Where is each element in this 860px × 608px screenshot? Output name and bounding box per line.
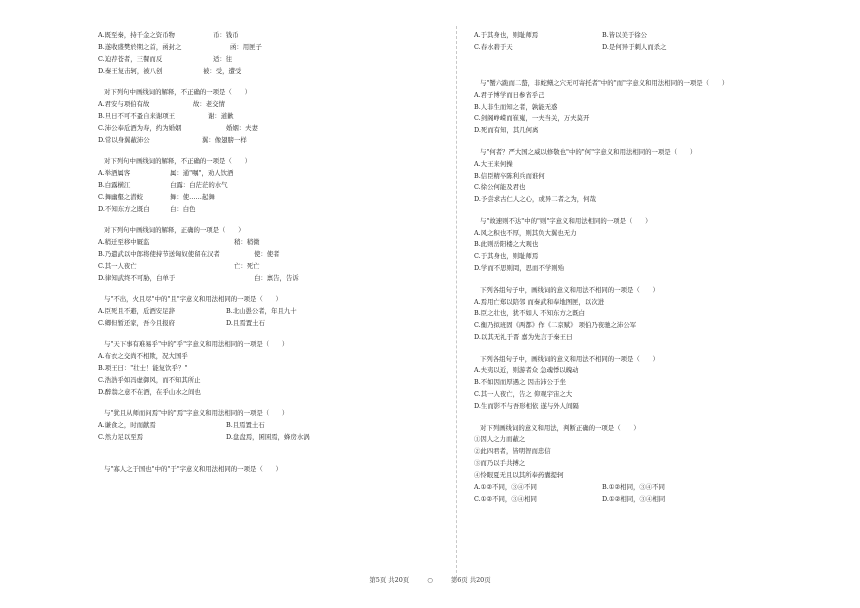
question-block [98,339,448,398]
option-line: A.风之积也不厚，则其负大翼也无力 [474,228,577,237]
option-line: B.臣之壮也，犹不如人 不知东方之既白 [474,309,586,318]
option-note: 翼：像翅膀一样 [202,135,247,144]
question-stem: 与"蟹六跪而二螯，非蛇鳝之穴无可寄托者"中的"而"字意义和用法相同的一项是（ ） [480,78,729,87]
option-line: ①因人之力而蔽之 [474,435,526,444]
option-line: A.君子博学而日参省乎己 [474,90,545,99]
option-line: B.信臣精卒陈利兵而谁何 [474,171,545,180]
question-block [98,408,448,444]
option-text: B.旦日不可不蚤自来谢项王 [98,111,176,120]
option-row [474,494,824,506]
question-stem: 对下列句中画线词的解释，不正确的一项是（ ） [104,88,251,97]
option-line: A.焉用亡郑以陪邻 而秦武和奉地图匣，以次进 [474,297,605,306]
option-line [98,273,448,285]
option-line: D.醉翁之意不在酒，在乎山水之间也 [98,387,201,396]
question-stem: 与"犹且从师而问焉"中的"焉"字意义和用法相同的一项是（ ） [104,409,289,418]
option-line: D.学而不思则罔，思而不学则殆 [474,264,565,273]
option-line: C.于其身也，则耻师焉 [474,252,539,261]
question-stem: 与"寡人之于国也"中的"于"字意义和用法相同的一项是（ ） [104,464,282,473]
question-block [474,354,824,413]
center-circle-mark: ○ [427,576,433,584]
option-text: C.舞幽壑之潜蛟 [98,192,144,201]
option-line [98,135,448,147]
option-note: 白：白色 [170,204,196,213]
option-text: D.盘盘焉，囷囷焉，蜂房水涡 [226,432,310,441]
option-line: B.人非生而知之者，孰能无惑 [474,102,558,111]
option-text: A.君安与项伯有故 [98,99,150,108]
option-line: D.以其无礼于晋 嘉为先言于秦王曰 [474,333,573,342]
option-row [474,482,824,494]
question-block [98,156,448,215]
option-note: 使：使者 [254,249,280,258]
option-line: D.死而有知，其几何离 [474,126,539,135]
option-text: B.①②相同，③④不同 [602,483,665,491]
option-line: C.剑阁峥嵘而崔嵬，一夫当关，万夫莫开 [474,114,590,123]
page-number-right: 第6页 共20页 [450,576,491,584]
option-line [98,42,448,54]
option-row [474,30,824,42]
question-stem: 下列各组句子中，画线词的意义和用法不相同的一项是（ ） [480,285,659,294]
question-stem: 下列各组句子中，画线词的意义和用法不相同的一项是（ ） [480,354,659,363]
option-text: B.乃遣武以中郎将使持节送匈奴使留在汉者 [98,249,220,258]
question-block [98,225,448,284]
question-block [474,78,824,137]
option-text: D.且焉置土石 [226,318,265,327]
option-row [98,420,448,432]
option-text: A.于其身也，则耻师焉 [474,31,539,39]
option-text: B.且焉置土石 [226,420,265,429]
option-line: B.项王曰："壮士！能复饮乎？" [98,363,188,372]
option-line: D.生而影不与吾形相依 遂与外人间隔 [474,402,579,411]
option-note: 币：钱币 [213,31,239,39]
option-text: A.举酒属客 [98,168,131,177]
option-text: B.白露横江 [98,180,131,189]
question-block [98,294,448,330]
option-line: A.大王来何操 [474,159,513,168]
option-line [98,168,448,180]
option-note: 白：禀告，告诉 [254,273,299,282]
question-block [474,147,824,206]
option-text: D.律知武终不可胁，白单于 [98,273,176,282]
option-text: C.然力足以至焉 [98,432,144,441]
option-text: B.皆以美于徐公 [602,31,648,39]
option-line [98,249,448,261]
option-note: 谢：道歉 [208,111,234,120]
option-text: C.卿但暂还家，吾今且报府 [98,318,175,327]
option-row [98,432,448,444]
option-line: A.布衣之交尚不相欺，况大国乎 [98,351,188,360]
option-text: A.①②不同，③④不同 [474,483,537,491]
option-row [98,318,448,330]
option-text: C.其一人夜亡 [98,261,137,270]
option-note: 舞：使……起舞 [170,192,215,201]
option-text: A.稍迁至移中厩监 [98,237,150,246]
option-note: 函：用匣子 [230,42,262,51]
question-stem: 与"故速则不达"中的"则"字意义和用法相同的一项是（ ） [480,216,652,225]
option-line [98,123,448,135]
option-line [98,237,448,249]
question-block [98,30,448,78]
question-stem: 与"不出，火且尽"中的"且"字意义和用法相同的一项是（ ） [104,294,282,303]
option-line [98,54,448,66]
option-text: B.北山愚公者，年且九十 [226,306,297,315]
question-block [98,464,448,476]
left-column [98,30,448,476]
option-note: 婚姻：夫妻 [226,123,258,132]
option-row [474,42,824,54]
page-number-left: 第5页 共20页 [369,576,410,584]
option-note: 故：老交情 [193,99,225,108]
question-block [474,285,824,344]
option-line: C.其一人夜亡，告之 仰观宇宙之大 [474,390,573,399]
option-line: ④怜眼夏无且以其所奉药囊提轲 [474,471,564,480]
column-divider [456,26,457,578]
question-block [474,30,824,54]
option-text: C.迫荐苍者，三餐而反 [98,54,163,63]
question-block [474,216,824,275]
option-note: 属：通"嘱"，劝人饮酒 [170,168,234,177]
option-text: C.①②不同，③④相同 [474,494,537,503]
question-stem: 对下列句中画线词的解释，不正确的一项是（ ） [104,157,251,166]
option-line: C.浩浩乎如冯虚御风，而不知其所止 [98,375,201,384]
question-stem: 对下列画线词的意义和用法，判断正确的一项是（ ） [480,423,640,432]
option-line: D.予尝求古仁人之心，或异二者之为，何哉 [474,195,596,204]
option-text: A.谦食之，时而献焉 [98,420,156,429]
option-line [98,204,448,216]
option-line [98,111,448,123]
option-line: ③而乃以手共搏之 [474,459,526,468]
option-text: A.既至秦，持千金之资币物 [98,31,175,39]
right-column [474,30,824,506]
option-note: 被：受，遭受 [203,66,242,75]
option-line: A.夫夷以近，则游者众 急魂悸以魄动 [474,366,579,375]
option-text: A.臣死且不避，卮酒安足辞 [98,306,175,315]
question-stem: 对下列句中画线词的解释，正确的一项是（ ） [104,225,245,234]
option-line [98,180,448,192]
option-row [98,306,448,318]
option-text: D.是何异于刺人而杀之 [602,42,667,51]
question-block [474,423,824,506]
option-line: B.不如因而厚遇之 因击沛公于坐 [474,378,566,387]
option-line [98,99,448,111]
option-line: C.徐公何能及君也 [474,183,526,192]
option-note: 适：往 [213,54,233,63]
question-block [98,87,448,146]
option-note: 稍：稍微 [234,237,260,246]
option-note: 亡：死亡 [234,261,260,270]
option-line: C.衡乃拟班固《两都》作《二京赋》 项伯乃夜驰之沛公军 [474,321,637,330]
option-line [98,261,448,273]
option-text: C.沛公奉卮酒为寿，约为婚姻 [98,123,182,132]
option-line: ②此四君者，皆明智而忠信 [474,447,551,456]
option-text: D.常以身翼蔽沛公 [98,135,150,144]
option-text: D.不知东方之既白 [98,204,150,213]
page-footer [0,575,860,584]
option-line [98,30,448,42]
option-line [98,192,448,204]
option-line: B.此则岳阳楼之大观也 [474,240,539,249]
option-text: C.春水碧于天 [474,42,513,51]
option-note: 白露：白茫茫的水气 [170,180,228,189]
option-line [98,66,448,78]
option-text: D.①②相同，③④相同 [602,494,666,503]
option-text: B.遂收盛樊於期之首，函封之 [98,42,182,51]
question-stem: 与"何者？严大国之威以修敬也"中的"何"字意义和用法相同的一项是（ ） [480,147,697,156]
question-stem: 与"天下事有难易乎"中的"乎"字意义和用法相同的一项是（ ） [104,340,289,349]
option-text: D.秦王复击轲，被八创 [98,66,163,75]
